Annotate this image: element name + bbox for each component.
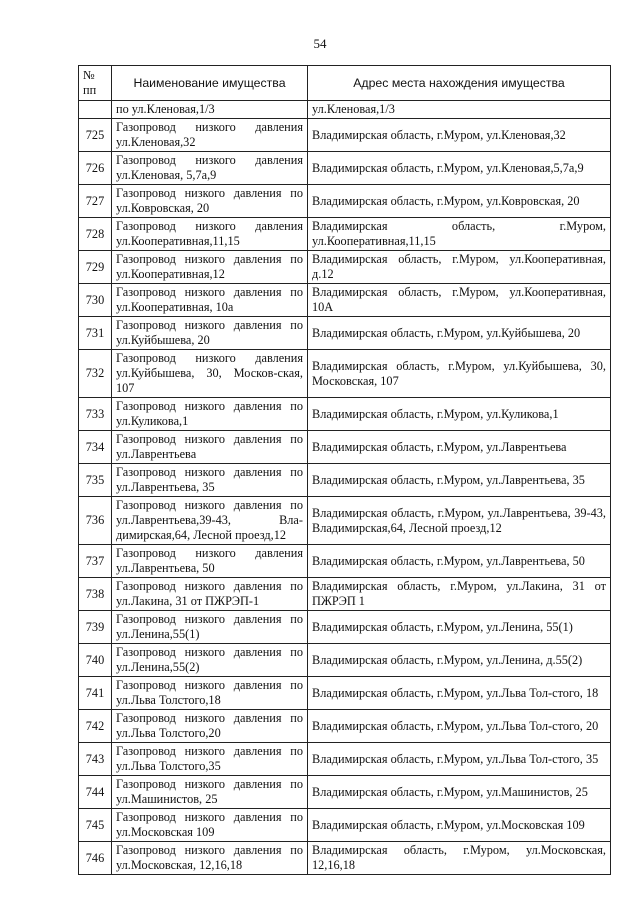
property-address-cell: Владимирская область, г.Муром, ул.Ленина, 55(1) (308, 611, 611, 644)
property-address-cell: Владимирская область, г.Муром, ул.Ковровская, 20 (308, 185, 611, 218)
property-name-cell: по ул.Кленовая,1/3 (112, 101, 308, 119)
table-row (79, 119, 611, 152)
row-number-cell: 726 (79, 152, 112, 185)
table-row (79, 431, 611, 464)
table-row (79, 743, 611, 776)
property-address-cell: Владимирская область, г.Муром, ул.Лаврентьева, 39-43, Владимирская,64, Лесной проезд,12 (308, 497, 611, 545)
property-name-cell: Газопровод низкого давления по ул.Ленина,55(2) (112, 644, 308, 677)
property-address-cell: Владимирская область, г.Муром, ул.Машинистов, 25 (308, 776, 611, 809)
table-row (79, 185, 611, 218)
property-name-cell: Газопровод низкого давления по ул.Льва Толстого,35 (112, 743, 308, 776)
property-name-cell: Газопровод низкого давления по ул.Лаврентьева (112, 431, 308, 464)
row-number-cell: 735 (79, 464, 112, 497)
row-number-cell (79, 101, 112, 119)
row-number-cell: 728 (79, 218, 112, 251)
row-number-cell: 744 (79, 776, 112, 809)
table-row (79, 842, 611, 875)
property-registry-table (78, 65, 611, 875)
row-number-cell: 737 (79, 545, 112, 578)
row-number-cell: 746 (79, 842, 112, 875)
property-address-cell: Владимирская область, г.Муром, ул.Московская, 12,16,18 (308, 842, 611, 875)
row-number-cell: 731 (79, 317, 112, 350)
table-row (79, 284, 611, 317)
page-number: 54 (313, 36, 327, 51)
property-name-cell: Газопровод низкого давления по ул.Кооперативная, 10а (112, 284, 308, 317)
property-name-cell: Газопровод низкого давления по ул.Лакина, 31 от ПЖРЭП-1 (112, 578, 308, 611)
table-row (79, 398, 611, 431)
property-address-cell: Владимирская область, г.Муром, ул.Кооперативная,11,15 (308, 218, 611, 251)
property-name-cell: Газопровод низкого давления ул.Лаврентьева, 50 (112, 545, 308, 578)
column-header-name: Наименование имущества (112, 66, 308, 101)
table-row (79, 677, 611, 710)
property-name-cell: Газопровод низкого давления по ул.Кооперативная,12 (112, 251, 308, 284)
table-row (79, 611, 611, 644)
property-address-cell: Владимирская область, г.Муром, ул.Кооперативная, 10А (308, 284, 611, 317)
property-address-cell: Владимирская область, г.Муром, ул.Кленовая,5,7а,9 (308, 152, 611, 185)
row-number-cell: 729 (79, 251, 112, 284)
table-row (79, 497, 611, 545)
table-row (79, 251, 611, 284)
property-name-cell: Газопровод низкого давления по ул.Льва Толстого,18 (112, 677, 308, 710)
property-address-cell: ул.Кленовая,1/3 (308, 101, 611, 119)
property-name-cell: Газопровод низкого давления ул.Кленовая, 5,7а,9 (112, 152, 308, 185)
table-row (79, 545, 611, 578)
property-name-cell: Газопровод низкого давления по ул.Лаврентьева, 35 (112, 464, 308, 497)
property-address-cell: Владимирская область, г.Муром, ул.Лакина, 31 от ПЖРЭП 1 (308, 578, 611, 611)
table-row (79, 101, 611, 119)
property-name-cell: Газопровод низкого давления ул.Кленовая,32 (112, 119, 308, 152)
table-row (79, 776, 611, 809)
table-row (79, 809, 611, 842)
row-number-cell: 734 (79, 431, 112, 464)
property-name-cell: Газопровод низкого давления по ул.Ленина,55(1) (112, 611, 308, 644)
property-address-cell: Владимирская область, г.Муром, ул.Кленовая,32 (308, 119, 611, 152)
property-address-cell: Владимирская область, г.Муром, ул.Льва Тол-стого, 35 (308, 743, 611, 776)
property-name-cell: Газопровод низкого давления ул.Куйбышева, 30, Москов-ская, 107 (112, 350, 308, 398)
table-row (79, 152, 611, 185)
table-row (79, 644, 611, 677)
row-number-cell: 738 (79, 578, 112, 611)
property-name-cell: Газопровод низкого давления по ул.Куликова,1 (112, 398, 308, 431)
row-number-cell: 742 (79, 710, 112, 743)
property-address-cell: Владимирская область, г.Муром, ул.Льва Тол-стого, 20 (308, 710, 611, 743)
row-number-cell: 740 (79, 644, 112, 677)
property-name-cell: Газопровод низкого давления по ул.Московская, 12,16,18 (112, 842, 308, 875)
property-name-cell: Газопровод низкого давления ул.Кооперативная,11,15 (112, 218, 308, 251)
property-address-cell: Владимирская область, г.Муром, ул.Куйбышева, 20 (308, 317, 611, 350)
property-name-cell: Газопровод низкого давления по ул.Московская 109 (112, 809, 308, 842)
row-number-cell: 745 (79, 809, 112, 842)
row-number-cell: 736 (79, 497, 112, 545)
table-row (79, 317, 611, 350)
table-row (79, 578, 611, 611)
property-address-cell: Владимирская область, г.Муром, ул.Кооперативная, д.12 (308, 251, 611, 284)
property-name-cell: Газопровод низкого давления по ул.Льва Толстого,20 (112, 710, 308, 743)
table-row (79, 350, 611, 398)
table-header-row (79, 66, 611, 101)
column-header-address: Адрес места нахождения имущества (308, 66, 611, 101)
row-number-cell: 732 (79, 350, 112, 398)
row-number-cell: 727 (79, 185, 112, 218)
column-header-number-text: № пп (83, 68, 97, 97)
row-number-cell: 725 (79, 119, 112, 152)
row-number-cell: 739 (79, 611, 112, 644)
property-address-cell: Владимирская область, г.Муром, ул.Московская 109 (308, 809, 611, 842)
property-address-cell: Владимирская область, г.Муром, ул.Куликова,1 (308, 398, 611, 431)
table-row (79, 218, 611, 251)
property-address-cell: Владимирская область, г.Муром, ул.Ленина, д.55(2) (308, 644, 611, 677)
table-row (79, 710, 611, 743)
table-row (79, 464, 611, 497)
row-number-cell: 730 (79, 284, 112, 317)
property-name-cell: Газопровод низкого давления по ул.Куйбышева, 20 (112, 317, 308, 350)
row-number-cell: 743 (79, 743, 112, 776)
column-header-number (79, 66, 112, 101)
row-number-cell: 733 (79, 398, 112, 431)
property-name-cell: Газопровод низкого давления по ул.Лаврентьева,39-43, Вла-димирская,64, Лесной проезд,12 (112, 497, 308, 545)
property-address-cell: Владимирская область, г.Муром, ул.Лаврентьева (308, 431, 611, 464)
property-address-cell: Владимирская область, г.Муром, ул.Лаврентьева, 35 (308, 464, 611, 497)
property-name-cell: Газопровод низкого давления по ул.Машинистов, 25 (112, 776, 308, 809)
property-address-cell: Владимирская область, г.Муром, ул.Лаврентьева, 50 (308, 545, 611, 578)
row-number-cell: 741 (79, 677, 112, 710)
property-name-cell: Газопровод низкого давления по ул.Ковровская, 20 (112, 185, 308, 218)
property-address-cell: Владимирская область, г.Муром, ул.Куйбышева, 30, Московская, 107 (308, 350, 611, 398)
property-address-cell: Владимирская область, г.Муром, ул.Льва Тол-стого, 18 (308, 677, 611, 710)
